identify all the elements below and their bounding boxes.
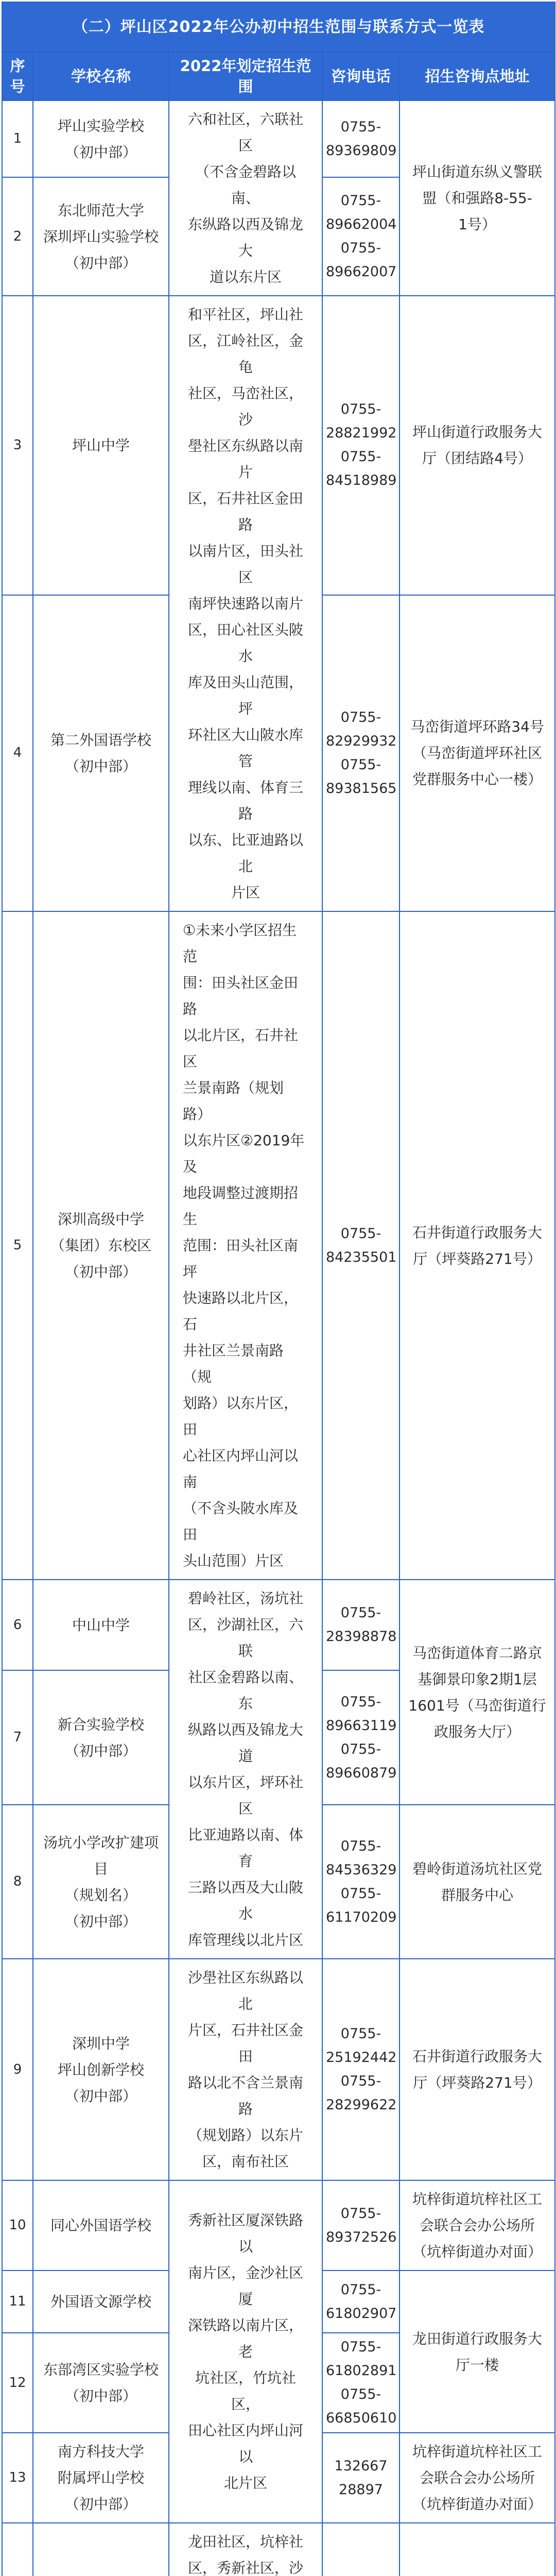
row-index: 8 bbox=[2, 1805, 33, 1959]
address: 石井街道行政服务大 厅（坪葵路271号） bbox=[399, 1959, 555, 2180]
school-name: 同心外国语学校 bbox=[33, 2180, 169, 2270]
address: 坪山街道行政服务大 厅（团结路4号） bbox=[399, 296, 555, 595]
school-name bbox=[33, 2523, 169, 2576]
phone-number: 0755- 89372526 bbox=[322, 2180, 399, 2270]
school-name: 南方科技大学 附属坪山学校 （初中部） bbox=[33, 2433, 169, 2523]
header-index: 序号 bbox=[2, 52, 33, 100]
enrollment-range: 秀新社区厦深铁路以 南片区，金沙社区厦 深铁路以南片区，老 坑社区，竹坑社区， 田心社区内坪山河以 北片区 bbox=[169, 2180, 322, 2523]
address: 坑梓街道坑梓社区工 会联合会办公场所 （坑梓街道办对面） bbox=[399, 2433, 555, 2523]
row-index: 11 bbox=[2, 2270, 33, 2333]
table-row bbox=[2, 1959, 555, 2180]
school-name: 深圳中学 坪山创新学校 （初中部） bbox=[33, 1959, 169, 2180]
phone-number bbox=[322, 2523, 399, 2576]
phone-number: 0755- 61802907 bbox=[322, 2270, 399, 2333]
header-range: 2022年划定招生范围 bbox=[169, 52, 322, 100]
row-index: 1 bbox=[2, 100, 33, 177]
school-name: 第二外国语学校 （初中部） bbox=[33, 595, 169, 911]
phone-number: 132667 28897 bbox=[322, 2433, 399, 2523]
school-name: 东北师范大学 深圳坪山实验学校 （初中部） bbox=[33, 177, 169, 296]
address: 坪山街道东纵义警联 盟（和强路8-55- 1号） bbox=[399, 100, 555, 296]
row-index: 2 bbox=[2, 177, 33, 296]
row-index: 9 bbox=[2, 1959, 33, 2180]
table-row bbox=[2, 911, 555, 1580]
phone-number: 0755- 28821992 0755- 84518989 bbox=[322, 296, 399, 595]
row-index: 3 bbox=[2, 296, 33, 595]
row-index: 13 bbox=[2, 2433, 33, 2523]
address: 马峦街道坪环路34号 （马峦街道坪环社区 党群服务中心一楼） bbox=[399, 595, 555, 911]
row-index: 10 bbox=[2, 2180, 33, 2270]
enrollment-range: 沙壆社区东纵路以北 片区，石井社区金田 路以北不含兰景南路 （规划路）以东片 区，南布社区 bbox=[169, 1959, 322, 2180]
row-index: 5 bbox=[2, 911, 33, 1580]
school-name: 东部湾区实验学校 （初中部） bbox=[33, 2333, 169, 2433]
enrollment-range: 龙田社区，坑梓社 区，秀新社区，沙 bbox=[169, 2523, 322, 2576]
table-row bbox=[2, 100, 555, 177]
school-name: 坪山中学 bbox=[33, 296, 169, 595]
enrollment-range: 碧岭社区，汤坑社 区，沙湖社区，六联 社区金碧路以南、东 纵路以西及锦龙大道 以东片区，坪环社区 比亚迪路以南、体育 三路以西及大山陂水 库管理线以北片区 bbox=[169, 1580, 322, 1959]
phone-number: 0755- 89663119 0755- 89660879 bbox=[322, 1670, 399, 1805]
phone-number: 0755- 28398878 bbox=[322, 1580, 399, 1670]
enrollment-range: 六和社区，六联社区 （不含金碧路以南、 东纵路以西及锦龙大 道以东片区 bbox=[169, 100, 322, 296]
row-index: 7 bbox=[2, 1670, 33, 1805]
school-name: 外国语文源学校 bbox=[33, 2270, 169, 2333]
address: 碧岭街道汤坑社区党 群服务中心 bbox=[399, 1805, 555, 1959]
school-name: 坪山实验学校 （初中部） bbox=[33, 100, 169, 177]
enrollment-range: 和平社区，坪山社 区，江岭社区，金龟 社区，马峦社区，沙 壆社区东纵路以南片 区，石井社区金田路 以南片区，田头社区 南坪快速路以南片 区，田心社区头陂水 库及田头山范围，坪 环社区大山陂水库管 理线以南、体育三路 以东、比亚迪路以北 片区 bbox=[169, 296, 322, 911]
school-name: 汤坑小学改扩建项目 （规划名） （初中部） bbox=[33, 1805, 169, 1959]
table-row bbox=[2, 296, 555, 595]
phone-number: 0755- 84536329 0755- 61170209 bbox=[322, 1805, 399, 1959]
school-name: 新合实验学校 （初中部） bbox=[33, 1670, 169, 1805]
address: 马峦街道体育二路京 基御景印象2期1层 1601号（马峦街道行 政服务大厅） bbox=[399, 1580, 555, 1805]
row-index: 6 bbox=[2, 1580, 33, 1670]
row-index bbox=[2, 2523, 33, 2576]
phone-number: 0755- 25192442 0755- 28299622 bbox=[322, 1959, 399, 2180]
row-index: 12 bbox=[2, 2333, 33, 2433]
header-address: 招生咨询点地址 bbox=[399, 52, 555, 100]
school-name: 深圳高级中学 （集团）东校区 （初中部） bbox=[33, 911, 169, 1580]
school-name: 中山中学 bbox=[33, 1580, 169, 1670]
row-index: 4 bbox=[2, 595, 33, 911]
enrollment-table bbox=[2, 2, 555, 2576]
address: 龙田街道行政服务大 厅一楼 bbox=[399, 2270, 555, 2433]
table-caption: （二）坪山区2022年公办初中招生范围与联系方式一览表 bbox=[2, 2, 555, 52]
phone-number: 0755- 89369809 bbox=[322, 100, 399, 177]
phone-number: 0755- 61802891 0755- 66850610 bbox=[322, 2333, 399, 2433]
phone-number: 0755- 89662004 0755- 89662007 bbox=[322, 177, 399, 296]
table-row bbox=[2, 2180, 555, 2270]
header-phone: 咨询电话 bbox=[322, 52, 399, 100]
address bbox=[399, 2523, 555, 2576]
header-school: 学校名称 bbox=[33, 52, 169, 100]
table-row bbox=[2, 1580, 555, 1670]
phone-number: 0755- 82929932 0755- 89381565 bbox=[322, 595, 399, 911]
phone-number: 0755- 84235501 bbox=[322, 911, 399, 1580]
enrollment-range: ①未来小学区招生范 围：田头社区金田路 以北片区，石井社区 兰景南路（规划路） 以东片区②2019年及 地段调整过渡期招生 范围：田头社区南坪 快速路以北片区，石 井社区兰景南路（规 划路）以东片区，田 心社区内坪山河以南 （不含头陂水库及田 头山范围）片区 bbox=[169, 911, 322, 1580]
table-row bbox=[2, 2523, 555, 2576]
address: 坑梓街道坑梓社区工 会联合会办公场所 （坑梓街道办对面） bbox=[399, 2180, 555, 2270]
address: 石井街道行政服务大 厅（坪葵路271号） bbox=[399, 911, 555, 1580]
